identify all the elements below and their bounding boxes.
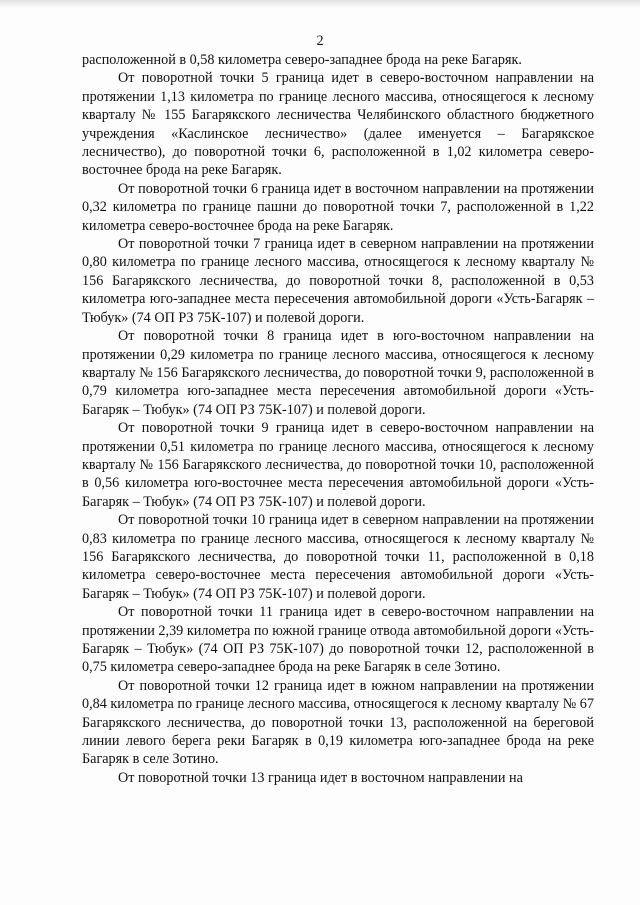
paragraph: От поворотной точки 9 граница идет в северо-восточном направлении на протяжении 0,51 километра по границе лесного массива, относящегося к лесному кварталу № 156 Багарякского лесничества, до поворотной точки 10, расположенной в 0,56 километра юго-восточнее места пересечения автомобильной дороги «Усть-Багаряк – Тюбук» (74 ОП РЗ 75К-107) и полевой дороги. — [82, 420, 594, 510]
paragraph: От поворотной точки 7 граница идет в северном направлении на протяжении 0,80 километра по границе лесного массива, относящегося к лесному кварталу № 156 Багарякского лесничества, до поворотной точки 8, расположенной в 0,53 километра юго-западнее места пересечения автомобильной дороги «Усть-Багаряк – Тюбук» (74 ОП РЗ 75К-107) и полевой дороги. — [82, 236, 594, 326]
paragraph: От поворотной точки 5 граница идет в северо-восточном направлении на протяжении 1,13 километра по границе лесного массива, относящегося к лесному кварталу № 155 Багарякского лесничества Челябинского областного бюджетного учреждения «Каслинское лесничество» (далее именуется – Багарякское лесничество), до поворотной точки 6, расположенной в 1,02 километра северо-восточнее брода на реке Багаряк. — [82, 70, 594, 179]
page-number: 2 — [316, 33, 324, 49]
paragraph: От поворотной точки 8 граница идет в юго-восточном направлении на протяжении 0,29 километра по границе лесного массива, относящегося к лесному кварталу № 156 Багарякского лесничества, до поворотной точки 9, расположенной в 0,79 километра юго-западнее места пересечения автомобильной дороги «Усть-Багаряк – Тюбук» (74 ОП РЗ 75К-107) и полевой дороги. — [82, 328, 594, 418]
paragraph: От поворотной точки 10 граница идет в северном направлении на протяжении 0,83 километра по границе лесного массива, относящегося к лесному кварталу № 156 Багарякского лесничества, до поворотной точки 11, расположенной в 0,18 километра северо-восточнее места пересечения автомобильной дороги «Усть-Багаряк – Тюбук» (74 ОП РЗ 75К-107) и полевой дороги. — [82, 512, 594, 602]
paragraph: От поворотной точки 6 граница идет в восточном направлении на протяжении 0,32 километра по границе пашни до поворотной точки 7, расположенной в 1,22 километра северо-восточнее брода на реке Багаряк. — [82, 180, 594, 234]
paragraph: От поворотной точки 13 граница идет в восточном направлении на — [118, 769, 523, 786]
paragraph: От поворотной точки 11 граница идет в северо-восточном направлении на протяжении 2,39 километра по южной границе отвода автомобильной дороги «Усть-Багаряк – Тюбук» (74 ОП РЗ 75К-107) до поворотной точки 12, расположенной в 0,75 километра северо-западнее брода на реке Багаряк в селе Зотино. — [82, 604, 594, 676]
paragraph: От поворотной точки 12 граница идет в южном направлении на протяжении 0,84 километра по границе лесного массива, относящегося к лесному кварталу № 67 Багарякского лесничества, до поворотной точки 13, расположенной на береговой линии левого берега реки Багаряк в 0,19 километра юго-западнее брода на реке Багаряк в селе Зотино. — [82, 677, 594, 768]
document-body — [82, 51, 594, 787]
scan-edge-shadow — [0, 0, 640, 8]
paragraph: расположенной в 0,58 километра северо-западнее брода на реке Багаряк. — [82, 52, 522, 68]
